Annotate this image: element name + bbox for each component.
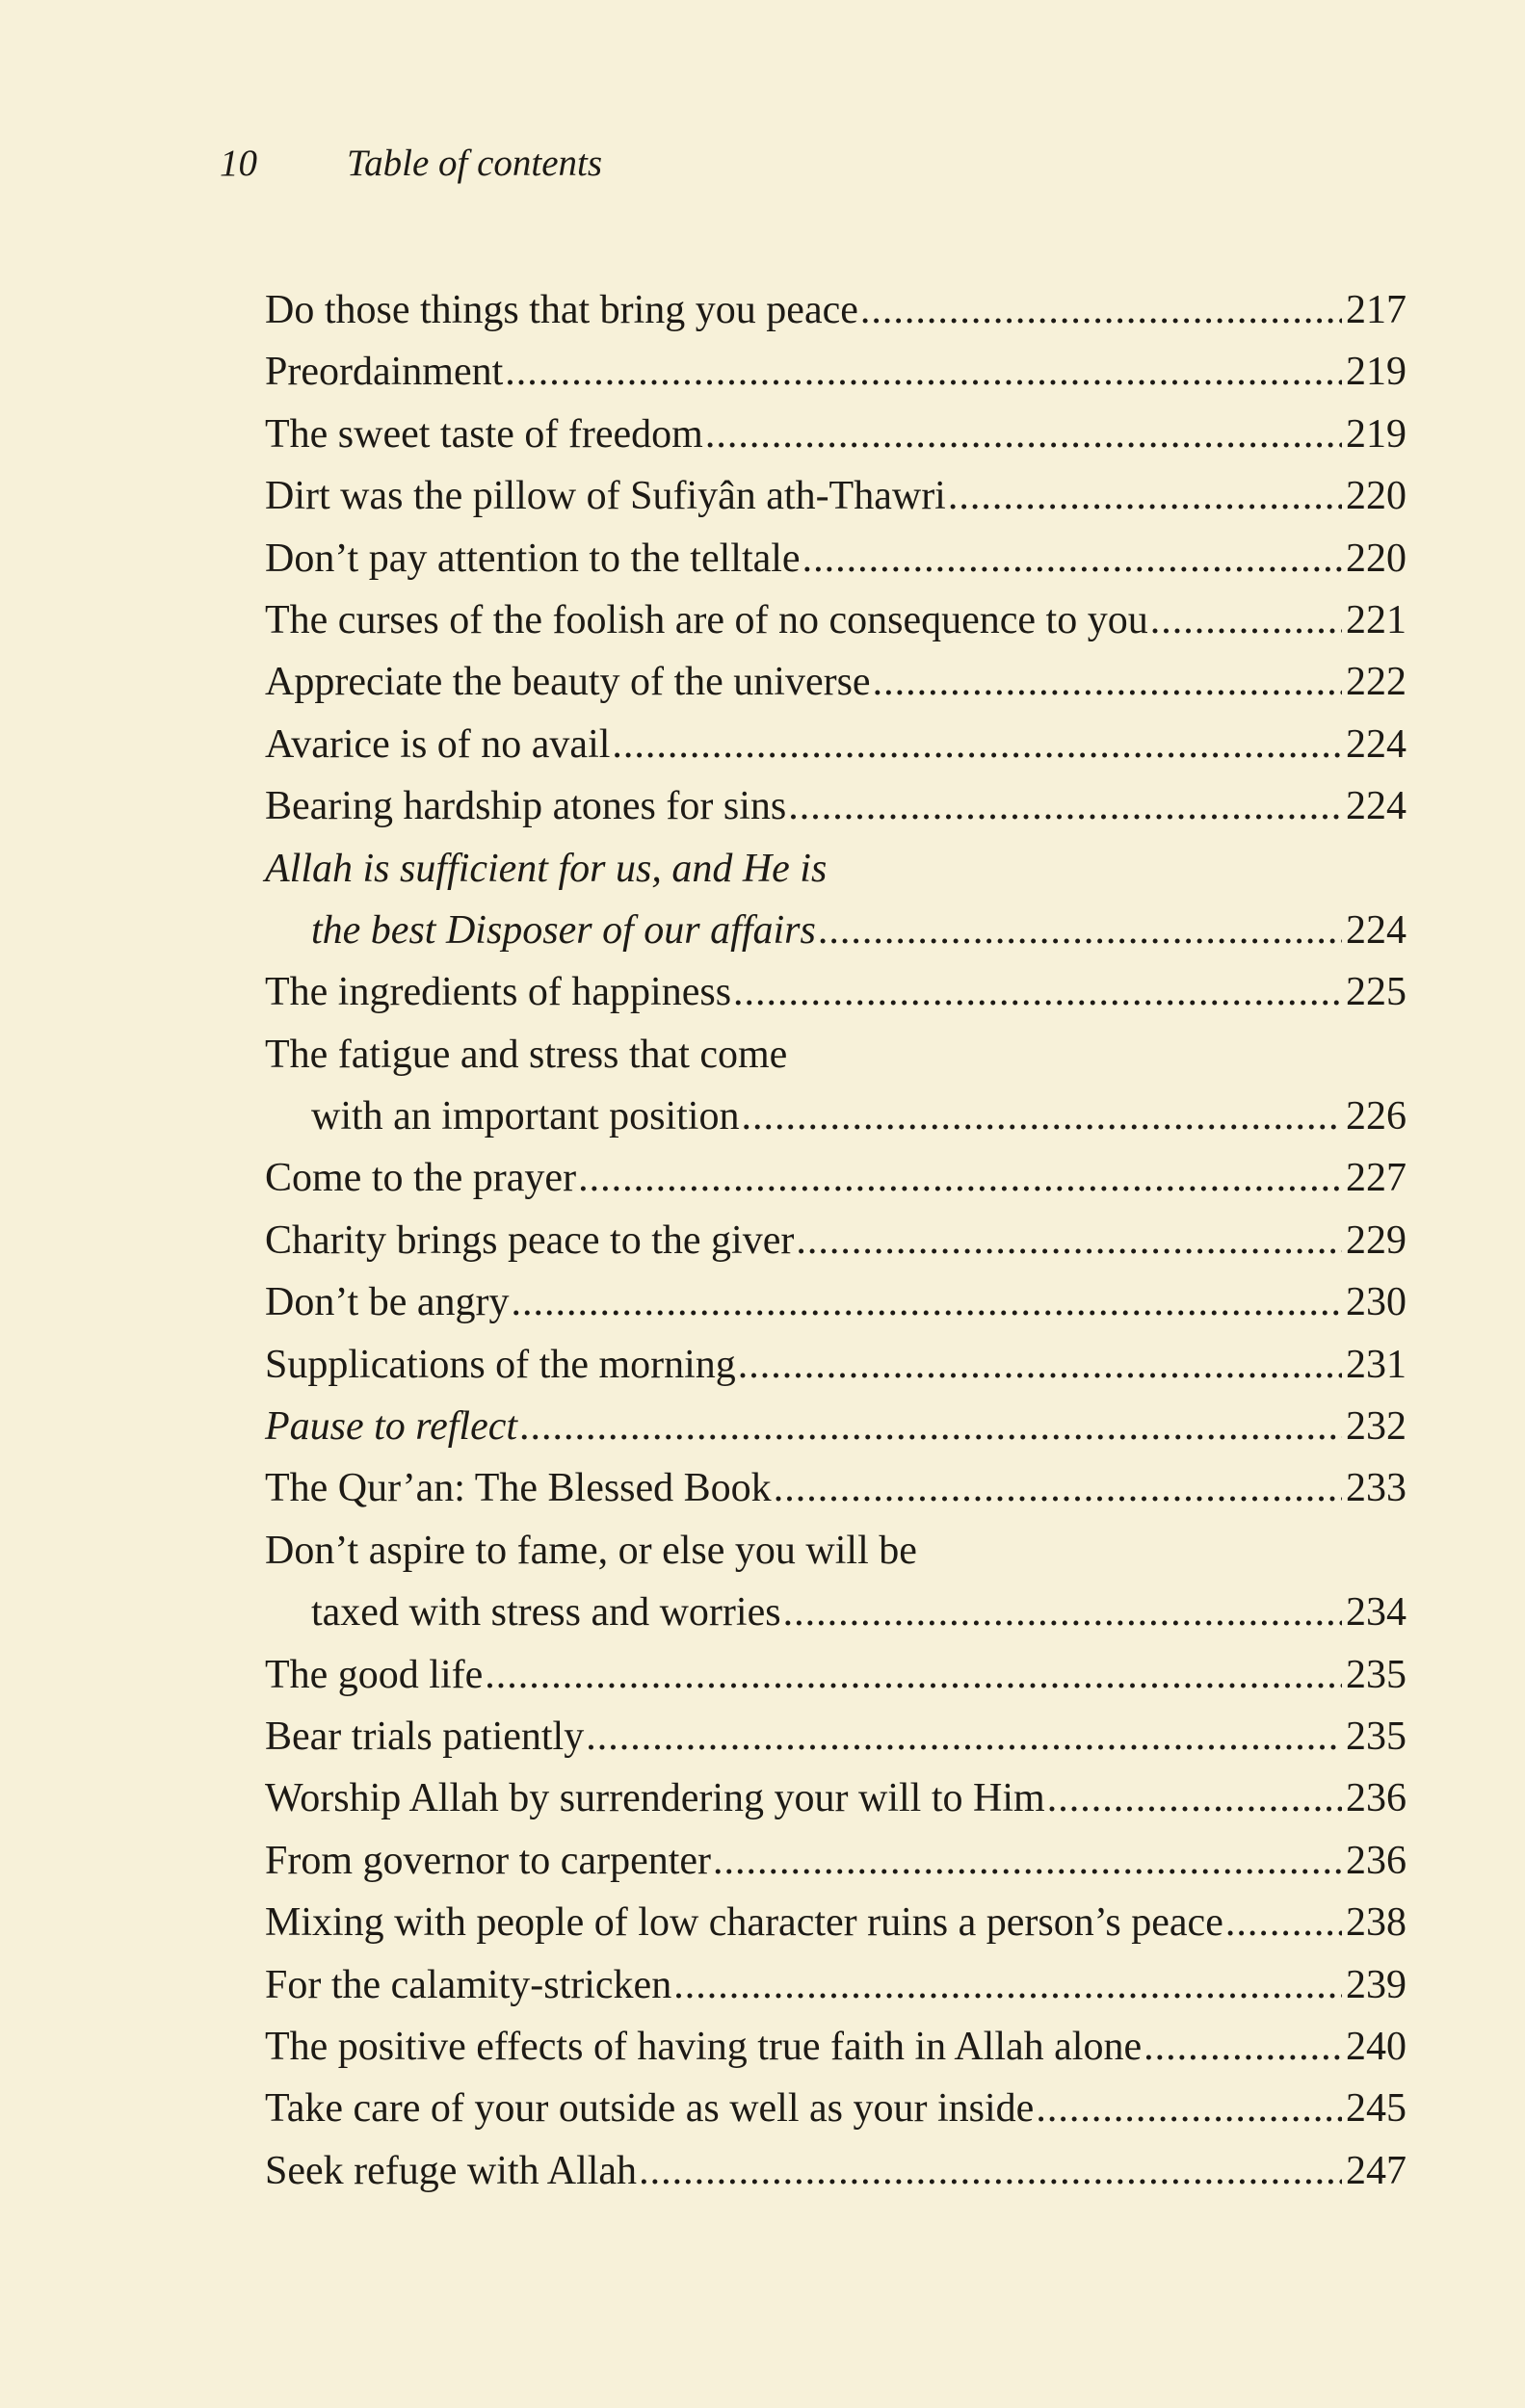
toc-entry <box>265 1396 1407 1457</box>
toc-entry-page: 224 <box>1346 784 1407 829</box>
toc-entry-page: 227 <box>1346 1156 1407 1201</box>
toc-entry-title: For the calamity-stricken <box>265 1962 672 2007</box>
dot-leader <box>512 1271 1343 1333</box>
toc-entry <box>265 341 1407 403</box>
toc-entry <box>265 1830 1407 1892</box>
toc-entry-title: Bear trials patiently <box>265 1714 585 1759</box>
toc-entry-page: 235 <box>1346 1714 1407 1759</box>
toc-entry <box>265 404 1407 465</box>
toc-entry-title: Don’t pay attention to the telltale <box>265 536 801 581</box>
toc-entry-title: Allah is sufficient for us, and He is <box>265 846 828 891</box>
toc-entry-continuation <box>265 1086 1407 1147</box>
running-title: Table of contents <box>347 143 603 184</box>
dot-leader <box>586 1706 1342 1767</box>
dot-leader <box>1047 1767 1342 1829</box>
toc-entry-page: 236 <box>1346 1776 1407 1821</box>
dot-leader <box>738 1334 1342 1396</box>
toc-entry-title: Mixing with people of low character ruins a person’s peace <box>265 1900 1223 1946</box>
dot-leader <box>733 961 1342 1023</box>
dot-leader <box>713 1830 1342 1892</box>
toc-entry-page: 230 <box>1346 1280 1407 1325</box>
toc-entry-page: 234 <box>1346 1590 1407 1636</box>
dot-leader <box>519 1396 1342 1457</box>
toc-entry <box>265 714 1407 775</box>
toc-entry <box>265 1024 1407 1086</box>
dot-leader <box>948 465 1342 527</box>
dot-leader <box>505 341 1342 403</box>
toc-entry-page: 222 <box>1346 660 1407 705</box>
toc-entry-title: Do those things that bring you peace <box>265 288 858 332</box>
toc-entry <box>265 1954 1407 2016</box>
toc-entry-page: 225 <box>1346 970 1407 1015</box>
toc-entry-page: 231 <box>1346 1342 1407 1387</box>
toc-entry-page: 240 <box>1346 2024 1407 2069</box>
dot-leader <box>788 775 1342 837</box>
dot-leader <box>1144 2016 1342 2078</box>
dot-leader <box>639 2140 1342 2202</box>
toc-entry-title: The good life <box>265 1652 484 1697</box>
dot-leader <box>873 651 1342 713</box>
toc-entry-title: The sweet taste of freedom <box>265 411 703 457</box>
toc-entry <box>265 2078 1407 2139</box>
toc-entry-title: Charity brings peace to the giver <box>265 1217 795 1263</box>
toc-entry-title: Pause to reflect <box>265 1404 518 1450</box>
toc-entry-page: 235 <box>1346 1652 1407 1697</box>
running-header <box>220 144 602 182</box>
toc-entry-title: Don’t aspire to fame, or else you will be <box>265 1528 917 1573</box>
toc-entry-page: 219 <box>1346 411 1407 457</box>
dot-leader <box>802 528 1342 589</box>
toc-entry <box>265 1892 1407 1953</box>
dot-leader <box>774 1457 1342 1519</box>
toc-entry-title: The ingredients of happiness <box>265 970 732 1015</box>
toc-entry <box>265 465 1407 527</box>
toc-entry-title: The curses of the foolish are of no consequence to you <box>265 597 1148 642</box>
toc-entry-title: Bearing hardship atones for sins <box>265 784 787 829</box>
dot-leader <box>705 404 1342 465</box>
toc-entry-page: 226 <box>1346 1094 1407 1139</box>
toc-entry-page: 247 <box>1346 2148 1407 2193</box>
toc-entry-title: Don’t be angry <box>265 1280 510 1325</box>
toc-entry <box>265 589 1407 651</box>
toc-entry-page: 232 <box>1346 1404 1407 1450</box>
toc-entry-title: Appreciate the beauty of the universe <box>265 660 871 705</box>
toc-entry <box>265 1520 1407 1582</box>
toc-entry <box>265 961 1407 1023</box>
toc-entry-page: 217 <box>1346 288 1407 332</box>
toc-entry-title: From governor to carpenter <box>265 1838 712 1883</box>
dot-leader <box>860 279 1342 341</box>
toc-entry-page: 233 <box>1346 1466 1407 1511</box>
toc-entry <box>265 1767 1407 1829</box>
dot-leader <box>485 1644 1342 1706</box>
toc-entry <box>265 1644 1407 1706</box>
toc-entry-title: Supplications of the morning <box>265 1342 736 1387</box>
toc-entry-title: taxed with stress and worries <box>311 1590 781 1636</box>
toc-entry <box>265 528 1407 589</box>
toc-entry-title: the best Disposer of our affairs <box>311 907 816 953</box>
dot-leader <box>1225 1892 1342 1953</box>
toc-entry <box>265 1271 1407 1333</box>
table-of-contents <box>265 279 1407 2202</box>
toc-entry <box>265 2140 1407 2202</box>
toc-entry-title: The Qur’an: The Blessed Book <box>265 1466 772 1511</box>
toc-entry-page: 221 <box>1346 597 1407 642</box>
toc-entry <box>265 775 1407 837</box>
toc-entry-title: Take care of your outside as well as your inside <box>265 2086 1035 2132</box>
toc-entry <box>265 1706 1407 1767</box>
toc-entry <box>265 1457 1407 1519</box>
toc-entry-page: 239 <box>1346 1962 1407 2007</box>
toc-entry-title: Worship Allah by surrendering your will to Him <box>265 1776 1045 1821</box>
toc-entry-page: 229 <box>1346 1217 1407 1263</box>
dot-leader <box>578 1147 1342 1209</box>
toc-entry-page: 238 <box>1346 1900 1407 1946</box>
toc-entry-page: 220 <box>1346 536 1407 581</box>
page-number: 10 <box>220 143 257 184</box>
toc-entry <box>265 838 1407 900</box>
toc-entry <box>265 2016 1407 2078</box>
toc-entry-continuation <box>265 1582 1407 1643</box>
toc-entry <box>265 1334 1407 1396</box>
toc-entry <box>265 651 1407 713</box>
toc-entry-title: Dirt was the pillow of Sufiyân ath-Thawri <box>265 474 946 519</box>
toc-entry <box>265 279 1407 341</box>
toc-entry <box>265 1147 1407 1209</box>
dot-leader <box>796 1210 1342 1271</box>
toc-entry-title: Preordainment <box>265 350 504 395</box>
toc-entry-page: 224 <box>1346 721 1407 767</box>
toc-entry-page: 219 <box>1346 350 1407 395</box>
toc-entry-continuation <box>265 900 1407 961</box>
toc-entry-title: Avarice is of no avail <box>265 721 611 767</box>
toc-entry-title: The positive effects of having true faith in Allah alone <box>265 2024 1143 2069</box>
toc-entry-title: Seek refuge with Allah <box>265 2148 638 2193</box>
toc-entry-page: 236 <box>1346 1838 1407 1883</box>
dot-leader <box>1150 589 1342 651</box>
toc-entry <box>265 1210 1407 1271</box>
dot-leader <box>741 1086 1342 1147</box>
dot-leader <box>818 900 1342 961</box>
toc-entry-title: The fatigue and stress that come <box>265 1032 788 1077</box>
toc-entry-page: 220 <box>1346 474 1407 519</box>
dot-leader <box>612 714 1342 775</box>
toc-entry-title: with an important position <box>311 1094 740 1139</box>
toc-entry-page: 245 <box>1346 2086 1407 2132</box>
dot-leader <box>783 1582 1342 1643</box>
dot-leader <box>673 1954 1342 2016</box>
dot-leader <box>1036 2078 1342 2139</box>
toc-entry-title: Come to the prayer <box>265 1156 577 1201</box>
toc-entry-page: 224 <box>1346 907 1407 953</box>
